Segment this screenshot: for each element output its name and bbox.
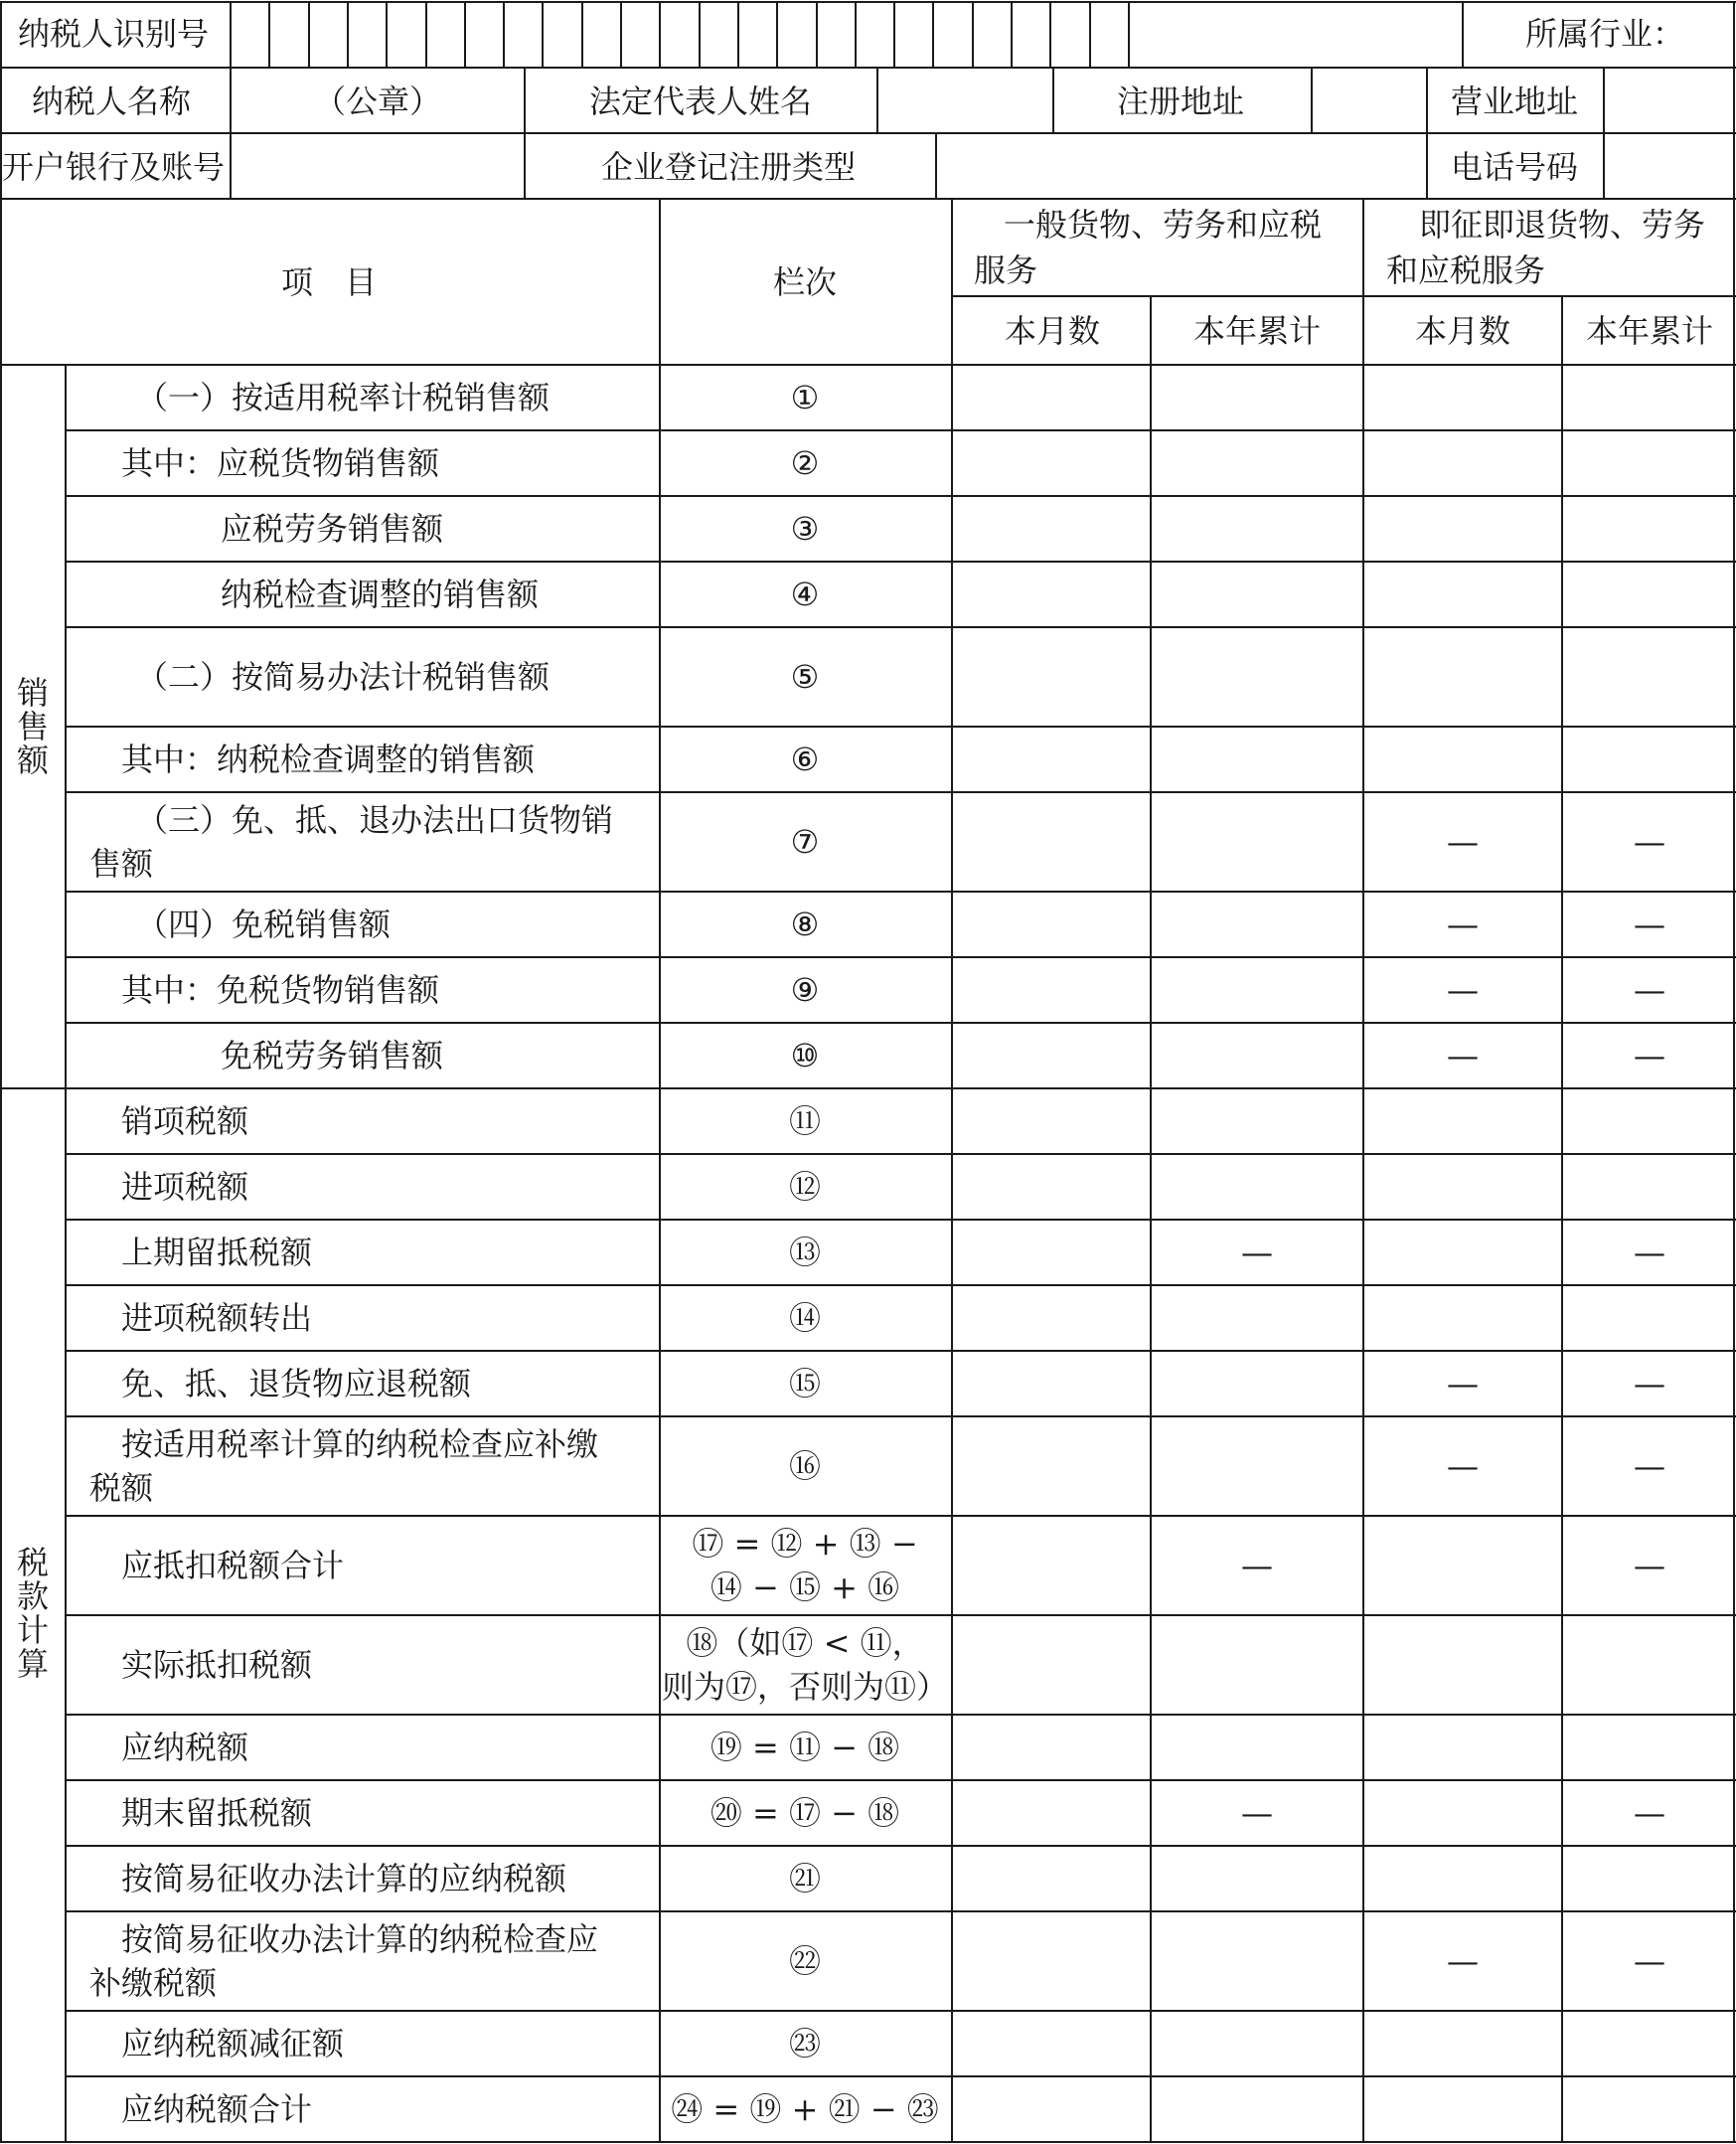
horizontal-rule	[66, 2010, 1736, 2012]
horizontal-rule	[66, 1153, 1736, 1155]
vertical-rule	[425, 2, 427, 68]
horizontal-rule	[0, 132, 1736, 134]
phone-label: 电话号码	[1450, 148, 1579, 186]
vertical-rule	[65, 365, 67, 2142]
row-number: ⑤	[790, 658, 820, 696]
vertical-rule	[951, 199, 953, 2142]
vertical-rule	[524, 68, 526, 199]
row-label: 按适用税率计算的纳税检查应补缴	[121, 1425, 599, 1463]
row-label: 其中：免税货物销售额	[121, 971, 440, 1009]
horizontal-rule	[66, 1845, 1736, 1847]
horizontal-rule	[0, 198, 1736, 200]
tax-calc-section-label: 税款计算	[16, 1544, 49, 1683]
vertical-rule	[503, 2, 505, 68]
id-digit-box[interactable]	[309, 2, 348, 68]
id-digit-box[interactable]	[504, 2, 543, 68]
general-this-month-header: 本月数	[1004, 312, 1101, 350]
row-number: ⑲ = ⑪ − ⑱	[710, 1729, 900, 1766]
horizontal-rule	[66, 791, 1736, 793]
horizontal-rule	[0, 1087, 1736, 1089]
not-applicable-dash: —	[1241, 1234, 1273, 1271]
industry-label: 所属行业：	[1525, 15, 1685, 53]
vertical-rule	[386, 2, 388, 68]
vertical-rule	[1311, 68, 1313, 133]
vertical-rule	[347, 2, 349, 68]
id-digit-box[interactable]	[582, 2, 621, 68]
horizontal-rule	[66, 956, 1736, 958]
not-applicable-dash: —	[1447, 971, 1479, 1009]
not-applicable-dash: —	[1634, 1365, 1665, 1402]
vertical-rule	[542, 2, 544, 68]
not-applicable-dash: —	[1634, 1037, 1665, 1074]
id-digit-box[interactable]	[621, 2, 660, 68]
bank-account-label: 开户银行及账号	[2, 148, 226, 186]
item-column-header: 项 目	[280, 263, 378, 301]
horizontal-rule	[952, 295, 1736, 297]
horizontal-rule	[66, 1614, 1736, 1616]
horizontal-rule	[66, 891, 1736, 893]
immediate-refund-header-line1: 即征即退货物、劳务	[1419, 206, 1706, 244]
row-number: ⑰ = ⑫ + ⑬ −	[692, 1525, 918, 1563]
not-applicable-dash: —	[1447, 823, 1479, 861]
immediate-year-to-date-header: 本年累计	[1585, 312, 1714, 350]
vertical-rule	[620, 2, 622, 68]
not-applicable-dash: —	[1634, 971, 1665, 1009]
row-number: ⑪	[788, 1102, 822, 1140]
vertical-rule	[659, 2, 661, 68]
id-digit-box[interactable]	[1012, 2, 1050, 68]
not-applicable-dash: —	[1634, 1942, 1665, 1980]
vertical-rule	[1362, 199, 1364, 2142]
row-number: ⑯	[788, 1447, 822, 1485]
biz-address-label: 营业地址	[1450, 82, 1579, 120]
row-label: 其中：应税货物销售额	[121, 444, 440, 482]
row-label: 应纳税额减征额	[121, 2025, 345, 2062]
row-label: 上期留抵税额	[121, 1234, 313, 1271]
row-number: ⑥	[790, 741, 820, 778]
row-label: 按简易征收办法计算的纳税检查应	[121, 1920, 599, 1958]
vertical-rule	[1011, 2, 1013, 68]
horizontal-rule	[66, 1219, 1736, 1221]
row-number: ①	[790, 379, 820, 416]
row-label: 实际抵扣税额	[121, 1646, 313, 1684]
id-digit-box[interactable]	[426, 2, 465, 68]
horizontal-rule	[66, 429, 1736, 431]
row-label: 进项税额	[121, 1168, 249, 1206]
row-number: ④	[790, 576, 820, 613]
row-label: 按简易征收办法计算的应纳税额	[121, 1860, 567, 1897]
vertical-rule	[230, 2, 232, 199]
not-applicable-dash: —	[1634, 1447, 1665, 1485]
row-label: 其中：纳税检查调整的销售额	[121, 741, 536, 778]
vertical-rule	[893, 2, 895, 68]
row-number: ②	[790, 444, 820, 482]
row-label: 免、抵、退货物应退税额	[121, 1365, 472, 1402]
general-year-to-date-header: 本年累计	[1192, 312, 1322, 350]
horizontal-rule	[66, 1910, 1736, 1912]
row-number-column-header: 栏次	[772, 263, 838, 301]
row-number: ⑨	[790, 971, 820, 1009]
row-label: 免税劳务销售额	[221, 1037, 444, 1074]
id-digit-box[interactable]	[894, 2, 933, 68]
vertical-rule	[1462, 2, 1464, 68]
row-number-continued: ⑭ − ⑮ + ⑯	[710, 1568, 900, 1606]
vertical-rule	[1603, 68, 1605, 199]
not-applicable-dash: —	[1634, 906, 1665, 943]
row-label: 纳税检查调整的销售额	[221, 576, 540, 613]
vertical-rule	[1426, 68, 1428, 133]
vertical-rule	[1150, 296, 1152, 2142]
not-applicable-dash: —	[1447, 1447, 1479, 1485]
row-label: 期末留抵税额	[121, 1794, 313, 1832]
horizontal-rule	[66, 495, 1736, 497]
row-number: ⑦	[790, 823, 820, 861]
horizontal-rule	[0, 1, 1736, 3]
id-digit-box[interactable]	[700, 2, 738, 68]
id-digit-box[interactable]	[1090, 2, 1129, 68]
row-number: ⑫	[788, 1168, 822, 1206]
row-label: 应纳税额合计	[121, 2090, 313, 2128]
id-digit-box[interactable]	[465, 2, 504, 68]
row-label: （二）按简易办法计税销售额	[136, 658, 551, 696]
id-digit-box[interactable]	[973, 2, 1012, 68]
row-number: ⑳ = ⑰ − ⑱	[710, 1794, 900, 1832]
id-digit-box[interactable]	[543, 2, 581, 68]
id-digit-box[interactable]	[777, 2, 816, 68]
vertical-rule	[737, 2, 739, 68]
id-digit-box[interactable]	[856, 2, 894, 68]
reg-address-label: 注册地址	[1116, 82, 1245, 120]
immediate-refund-header-line2: 和应税服务	[1386, 251, 1546, 289]
row-number: ㉔ = ⑲ + ㉑ − ㉓	[671, 2090, 939, 2128]
horizontal-rule	[66, 1350, 1736, 1352]
vertical-rule	[972, 2, 974, 68]
horizontal-rule	[66, 2075, 1736, 2077]
id-digit-box[interactable]	[269, 2, 308, 68]
row-number: ㉒	[788, 1942, 822, 1980]
horizontal-rule	[66, 1779, 1736, 1781]
horizontal-rule	[66, 1022, 1736, 1024]
general-goods-header-line1: 一般货物、劳务和应税	[1004, 206, 1323, 244]
not-applicable-dash: —	[1447, 906, 1479, 943]
not-applicable-dash: —	[1241, 1547, 1273, 1584]
vertical-rule	[464, 2, 466, 68]
vertical-rule	[1128, 2, 1130, 68]
vertical-rule	[855, 2, 857, 68]
row-number: ㉓	[788, 2025, 822, 2062]
vertical-rule	[1561, 296, 1563, 2142]
horizontal-rule	[0, 2141, 1736, 2143]
not-applicable-dash: —	[1634, 1794, 1665, 1832]
not-applicable-dash: —	[1634, 1234, 1665, 1271]
vertical-rule	[1052, 68, 1054, 133]
vertical-rule	[935, 133, 937, 199]
vertical-rule	[1049, 2, 1051, 68]
row-label: （一）按适用税率计税销售额	[136, 379, 551, 416]
row-number: ⑩	[790, 1037, 820, 1074]
vertical-rule	[1089, 2, 1091, 68]
vertical-rule	[0, 2, 2, 2142]
horizontal-rule	[66, 1714, 1736, 1716]
vertical-rule	[932, 2, 934, 68]
sales-section-label: 销售额	[16, 674, 49, 779]
vertical-rule	[876, 68, 878, 133]
row-number: ㉑	[788, 1860, 822, 1897]
id-digit-box[interactable]	[1050, 2, 1089, 68]
not-applicable-dash: —	[1447, 1365, 1479, 1402]
seal-label: （公章）	[313, 82, 442, 120]
horizontal-rule	[66, 1415, 1736, 1417]
horizontal-rule	[0, 364, 1736, 366]
id-digit-box[interactable]	[231, 2, 269, 68]
row-label: （三）免、抵、退办法出口货物销	[136, 801, 614, 839]
not-applicable-dash: —	[1241, 1794, 1273, 1832]
horizontal-rule	[66, 561, 1736, 563]
row-number: ⑱（如⑰ < ⑪，	[686, 1624, 924, 1662]
not-applicable-dash: —	[1634, 823, 1665, 861]
row-label: 进项税额转出	[121, 1299, 313, 1337]
general-goods-header-line2: 服务	[974, 251, 1038, 289]
row-label: 应税劳务销售额	[221, 510, 444, 548]
taxpayer-id-label: 纳税人识别号	[18, 15, 210, 53]
row-number-continued: 则为⑰，否则为⑪）	[661, 1668, 949, 1706]
horizontal-rule	[66, 726, 1736, 728]
vertical-rule	[659, 199, 661, 2142]
row-label-continued: 补缴税额	[89, 1964, 218, 2002]
row-label: 销项税额	[121, 1102, 249, 1140]
horizontal-rule	[66, 626, 1736, 628]
row-number: ③	[790, 510, 820, 548]
taxpayer-name-label: 纳税人名称	[32, 82, 192, 120]
immediate-this-month-header: 本月数	[1414, 312, 1511, 350]
vertical-rule	[699, 2, 701, 68]
horizontal-rule	[66, 1515, 1736, 1517]
vertical-rule	[268, 2, 270, 68]
row-label-continued: 售额	[89, 845, 154, 883]
row-number: ⑭	[788, 1299, 822, 1337]
row-label-continued: 税额	[89, 1469, 154, 1507]
row-number: ⑬	[788, 1234, 822, 1271]
vertical-rule	[816, 2, 818, 68]
row-number: ⑧	[790, 906, 820, 943]
vertical-rule	[581, 2, 583, 68]
not-applicable-dash: —	[1634, 1547, 1665, 1584]
id-digit-box[interactable]	[660, 2, 699, 68]
row-label: （四）免税销售额	[136, 906, 392, 943]
vertical-rule	[1426, 133, 1428, 199]
id-digit-box[interactable]	[933, 2, 972, 68]
reg-type-label: 企业登记注册类型	[600, 148, 857, 186]
vertical-rule	[776, 2, 778, 68]
not-applicable-dash: —	[1447, 1037, 1479, 1074]
row-label: 应纳税额	[121, 1729, 249, 1766]
id-digit-box[interactable]	[348, 2, 387, 68]
not-applicable-dash: —	[1447, 1942, 1479, 1980]
row-number: ⑮	[788, 1365, 822, 1402]
id-digit-box[interactable]	[817, 2, 856, 68]
id-digit-box[interactable]	[387, 2, 425, 68]
horizontal-rule	[66, 1284, 1736, 1286]
horizontal-rule	[0, 67, 1736, 69]
row-label: 应抵扣税额合计	[121, 1547, 345, 1584]
id-digit-box[interactable]	[738, 2, 777, 68]
legal-rep-label: 法定代表人姓名	[588, 82, 813, 120]
vertical-rule	[1733, 2, 1735, 2142]
vertical-rule	[308, 2, 310, 68]
